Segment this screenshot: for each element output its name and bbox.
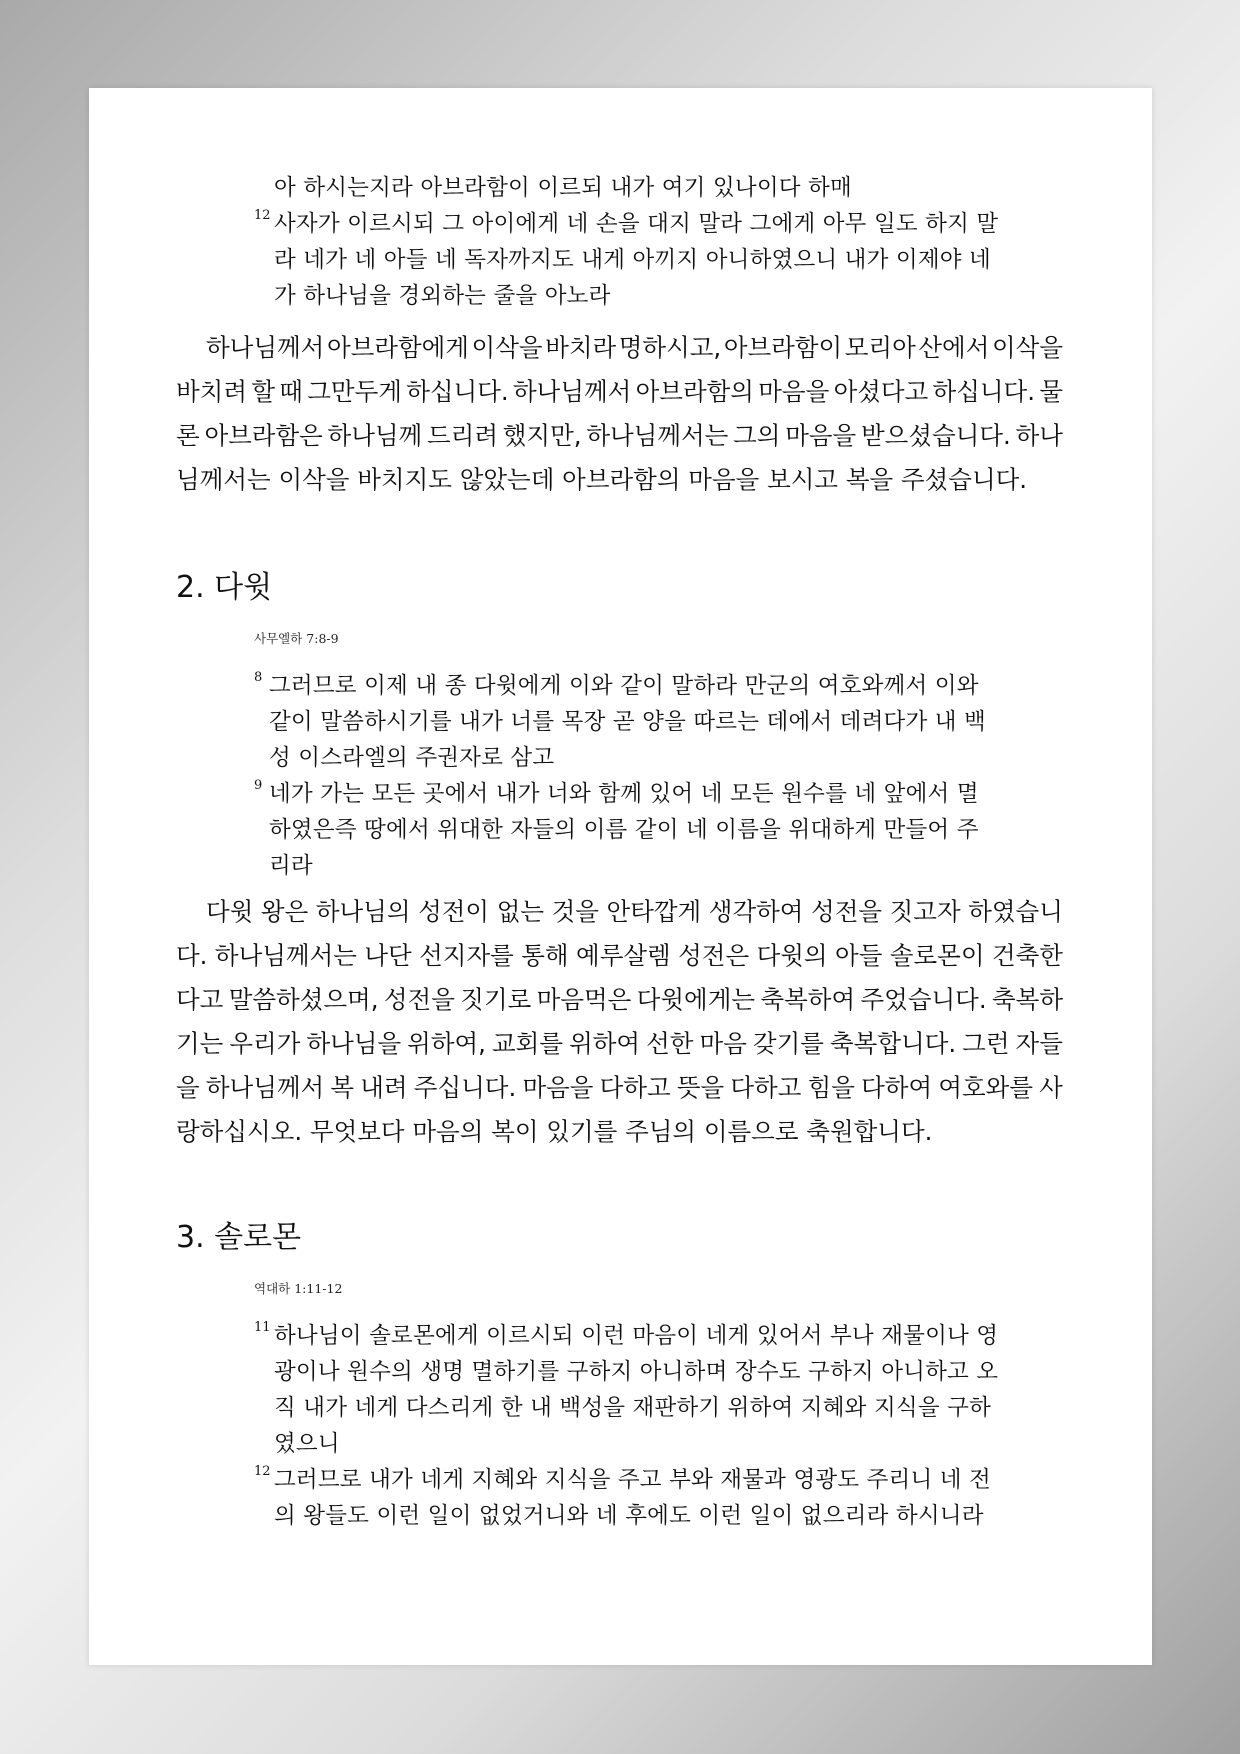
verse-continuation-line: 아 하시는지라 아브라함이 이르되 내가 여기 있나이다 하매 — [274, 175, 852, 201]
paragraph-line: 하나님께서 아브라함에게 이삭을 바치라 명하시고, 아브라함이 모리아 산에서 이삭을 — [206, 333, 1063, 362]
verse-line: 성 이스라엘의 주권자로 삼고 — [269, 745, 555, 771]
verse-number: 12 — [254, 208, 271, 223]
verse-line: 리라 — [269, 853, 313, 879]
verse-number: 8 — [254, 670, 263, 685]
verse-number: 9 — [254, 778, 263, 793]
verse-line: 하였은즉 땅에서 위대한 자들의 이름 같이 네 이름을 위대하게 만들어 주 — [269, 817, 979, 843]
scripture-reference: 사무엘하 7:8-9 — [254, 631, 339, 646]
paragraph-line: 랑하십시오. 무엇보다 마음의 복이 있기를 주님의 이름으로 축원합니다. — [176, 1117, 933, 1146]
paragraph-line: 바치려 할 때 그만두게 하십니다. 하나님께서 아브라함의 마음을 아셨다고 하십니다. 물 — [176, 377, 1063, 406]
verse-number: 11 — [254, 1320, 271, 1335]
paragraph-line: 다고 말씀하셨으며, 성전을 짓기로 마음먹은 다윗에게는 축복하여 주었습니다. 축복하 — [176, 985, 1063, 1014]
document-page — [89, 88, 1152, 1665]
paragraph-line: 론 아브라함은 하나님께 드리려 했지만, 하나님께서는 그의 마음을 받으셨습니다. 하나 — [176, 421, 1063, 450]
paragraph-line: 다. 하나님께서는 나단 선지자를 통해 예루살렘 성전은 다윗의 아들 솔로몬이 건축한 — [176, 941, 1063, 970]
verse-line: 같이 말씀하시기를 내가 너를 목장 곧 양을 따르는 데에서 데려다가 내 백 — [269, 709, 986, 735]
paragraph-line: 기는 우리가 하나님을 위하여, 교회를 위하여 선한 마음 갖기를 축복합니다. 그런 자들 — [176, 1029, 1063, 1058]
verse-line: 가 하나님을 경외하는 줄을 아노라 — [274, 283, 611, 309]
verse-line: 광이나 원수의 생명 멸하기를 구하지 아니하며 장수도 구하지 아니하고 오 — [274, 1359, 999, 1385]
verse-line: 라 네가 네 아들 네 독자까지도 내게 아끼지 아니하였으니 내가 이제야 네 — [274, 247, 991, 273]
verse-line: 하나님이 솔로몬에게 이르시되 이런 마음이 네게 있어서 부나 재물이나 영 — [274, 1323, 999, 1349]
verse-line: 직 내가 네게 다스리게 한 내 백성을 재판하기 위하여 지혜와 지식을 구하 — [274, 1395, 991, 1421]
verse-number: 12 — [254, 1464, 271, 1479]
section-heading-solomon: 3. 솔로몬 — [176, 1220, 302, 1255]
verse-line: 그러므로 이제 내 종 다윗에게 이와 같이 말하라 만군의 여호와께서 이와 — [269, 673, 979, 699]
verse-line: 네가 가는 모든 곳에서 내가 너와 함께 있어 네 모든 원수를 네 앞에서 멸 — [269, 781, 979, 807]
paragraph-line: 을 하나님께서 복 내려 주십니다. 마음을 다하고 뜻을 다하고 힘을 다하여 여호와를 사 — [176, 1073, 1063, 1102]
verse-line: 였으니 — [274, 1431, 340, 1457]
paragraph-line: 님께서는 이삭을 바치지도 않았는데 아브라함의 마음을 보시고 복을 주셨습니다. — [176, 465, 1028, 494]
paragraph-line: 다윗 왕은 하나님의 성전이 없는 것을 안타깝게 생각하여 성전을 짓고자 하였습니 — [206, 897, 1063, 926]
verse-line: 그러므로 내가 네게 지혜와 지식을 주고 부와 재물과 영광도 주리니 네 전 — [274, 1467, 991, 1493]
section-heading-david: 2. 다윗 — [176, 570, 273, 605]
verse-line: 사자가 이르시되 그 아이에게 네 손을 대지 말라 그에게 아무 일도 하지 말 — [274, 211, 999, 237]
scripture-reference: 역대하 1:11-12 — [254, 1281, 343, 1296]
verse-line: 의 왕들도 이런 일이 없었거니와 네 후에도 이런 일이 없으리라 하시니라 — [274, 1503, 984, 1529]
